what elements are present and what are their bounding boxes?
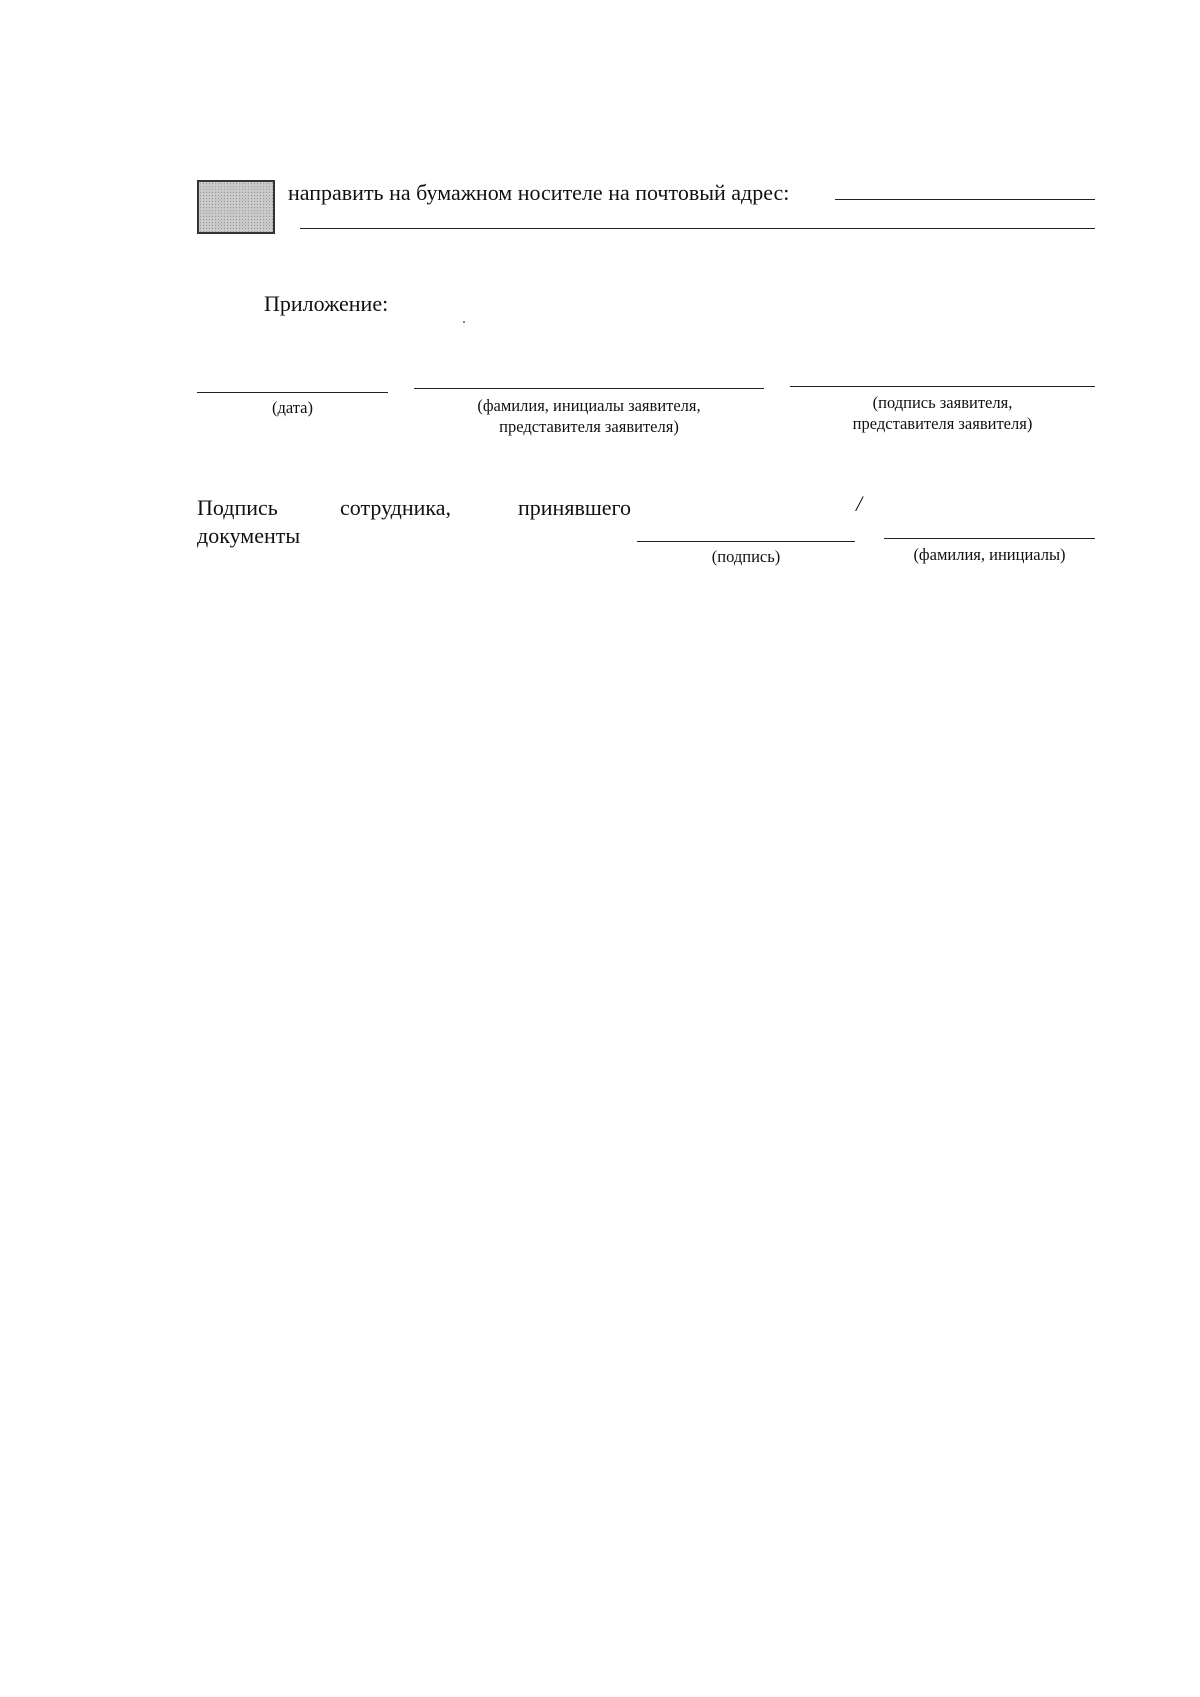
date-field[interactable] xyxy=(197,392,388,393)
applicant-signature-field[interactable] xyxy=(790,386,1095,387)
delivery-option-label: направить на бумажном носителе на почтовый адрес: xyxy=(288,180,790,205)
date-caption: (дата) xyxy=(271,398,314,417)
applicant-signature-caption: (подпись заявителя, представителя заявителя) xyxy=(852,393,1033,433)
postal-address-field-continued[interactable] xyxy=(300,228,1095,229)
applicant-name-field[interactable] xyxy=(414,388,764,389)
employee-label-word: принявшего xyxy=(518,495,632,520)
employee-name-field[interactable] xyxy=(884,538,1095,539)
applicant-name-caption: (фамилия, инициалы заявителя, представителя заявителя) xyxy=(477,396,701,436)
postal-address-field[interactable] xyxy=(835,199,1095,200)
employee-label-word: Подпись xyxy=(197,495,278,520)
employee-label-word: сотрудника, xyxy=(340,495,452,520)
delivery-checkbox[interactable] xyxy=(197,180,275,234)
employee-signature-field[interactable] xyxy=(637,541,855,542)
attachment-label: Приложение: xyxy=(264,291,389,316)
employee-signature-caption: (подпись) xyxy=(711,547,781,566)
employee-name-caption: (фамилия, инициалы) xyxy=(913,545,1066,564)
employee-label-word: документы xyxy=(197,523,301,548)
signature-separator: / xyxy=(856,491,863,516)
scan-speck xyxy=(463,321,465,323)
